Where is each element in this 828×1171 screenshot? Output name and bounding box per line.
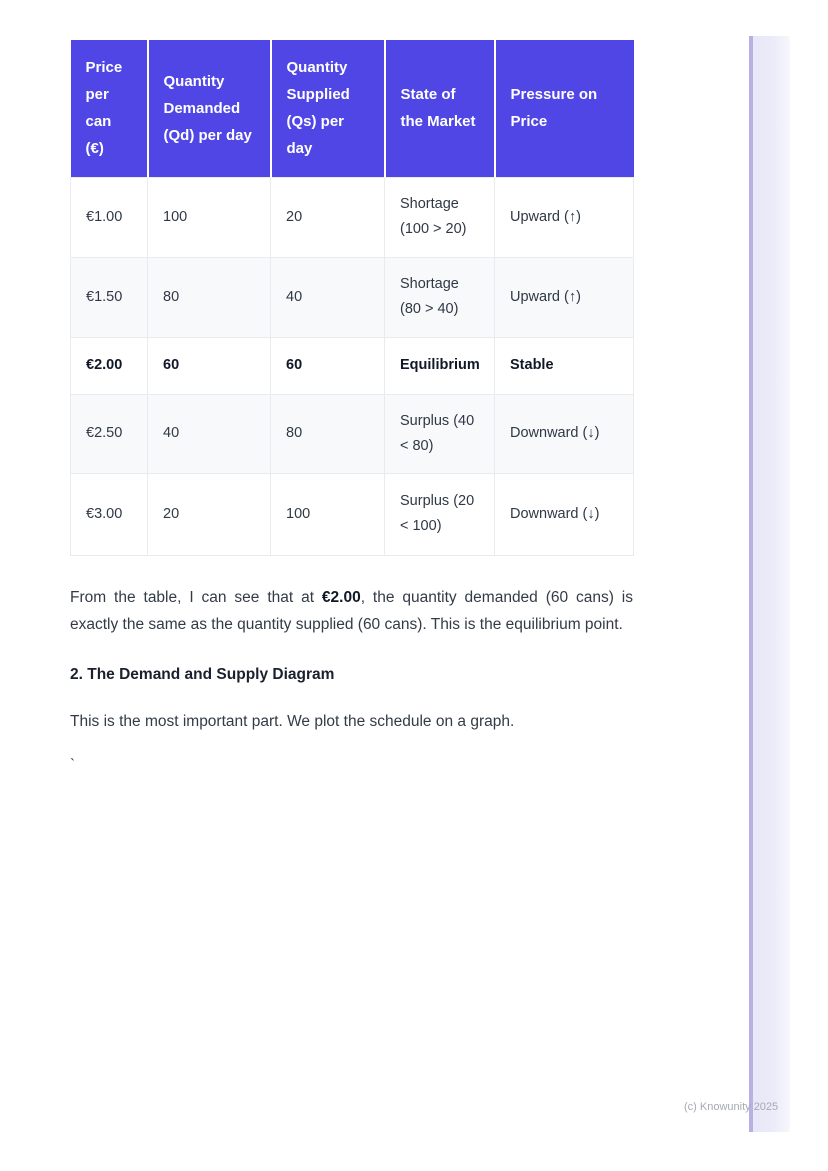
header-cell-qs: Quantity Supplied (Qs) per day bbox=[271, 40, 385, 177]
qd-cell: 20 bbox=[148, 473, 271, 555]
qs-cell: 20 bbox=[271, 177, 385, 257]
pressure-cell: Stable bbox=[495, 337, 634, 394]
qd-cell: 40 bbox=[148, 394, 271, 473]
price-cell: €1.50 bbox=[71, 257, 148, 337]
state-cell: Shortage (80 > 40) bbox=[385, 257, 495, 337]
equilibrium-paragraph-after: , the quantity demanded (60 cans) is exactly the same as the quantity supplied (60 cans). This is the equilibrium point. bbox=[70, 588, 633, 633]
table-row bbox=[71, 177, 634, 257]
state-cell: Shortage (100 > 20) bbox=[385, 177, 495, 257]
pressure-cell: Downward (↓) bbox=[495, 473, 634, 555]
price-cell: €2.00 bbox=[71, 337, 148, 394]
state-cell: Surplus (40 < 80) bbox=[385, 394, 495, 473]
document-content bbox=[70, 40, 633, 773]
state-cell: Equilibrium bbox=[385, 337, 495, 394]
equilibrium-paragraph-before: From the table, I can see that at bbox=[70, 588, 322, 606]
table-row bbox=[71, 257, 634, 337]
qs-cell: 100 bbox=[271, 473, 385, 555]
intro-paragraph: This is the most important part. We plot the schedule on a graph. bbox=[70, 712, 515, 730]
qs-cell: 60 bbox=[271, 337, 385, 394]
copyright-watermark: (c) Knowunity 2025 bbox=[684, 1101, 779, 1113]
pressure-cell: Upward (↑) bbox=[495, 177, 634, 257]
header-cell-pressure: Pressure on Price bbox=[495, 40, 634, 177]
table-header-row bbox=[71, 40, 634, 177]
stray-backtick-text: ` bbox=[70, 756, 75, 773]
state-cell: Surplus (20 < 100) bbox=[385, 473, 495, 555]
price-cell: €1.00 bbox=[71, 177, 148, 257]
section-heading-diagram: 2. The Demand and Supply Diagram bbox=[70, 665, 335, 683]
table-row bbox=[71, 473, 634, 555]
header-cell-price: Price per can (€) bbox=[71, 40, 148, 177]
table-row-equilibrium bbox=[71, 337, 634, 394]
scrollbar[interactable] bbox=[749, 36, 790, 1132]
price-cell: €3.00 bbox=[71, 473, 148, 555]
equilibrium-price-bold: €2.00 bbox=[321, 588, 361, 606]
header-cell-state: State of the Market bbox=[385, 40, 495, 177]
equilibrium-paragraph bbox=[70, 584, 633, 639]
supply-demand-schedule-table bbox=[70, 40, 634, 556]
qs-cell: 40 bbox=[271, 257, 385, 337]
header-cell-qd: Quantity Demanded (Qd) per day bbox=[148, 40, 271, 177]
pressure-cell: Upward (↑) bbox=[495, 257, 634, 337]
table-row bbox=[71, 394, 634, 473]
price-cell: €2.50 bbox=[71, 394, 148, 473]
qd-cell: 80 bbox=[148, 257, 271, 337]
qs-cell: 80 bbox=[271, 394, 385, 473]
pressure-cell: Downward (↓) bbox=[495, 394, 634, 473]
qd-cell: 100 bbox=[148, 177, 271, 257]
qd-cell: 60 bbox=[148, 337, 271, 394]
